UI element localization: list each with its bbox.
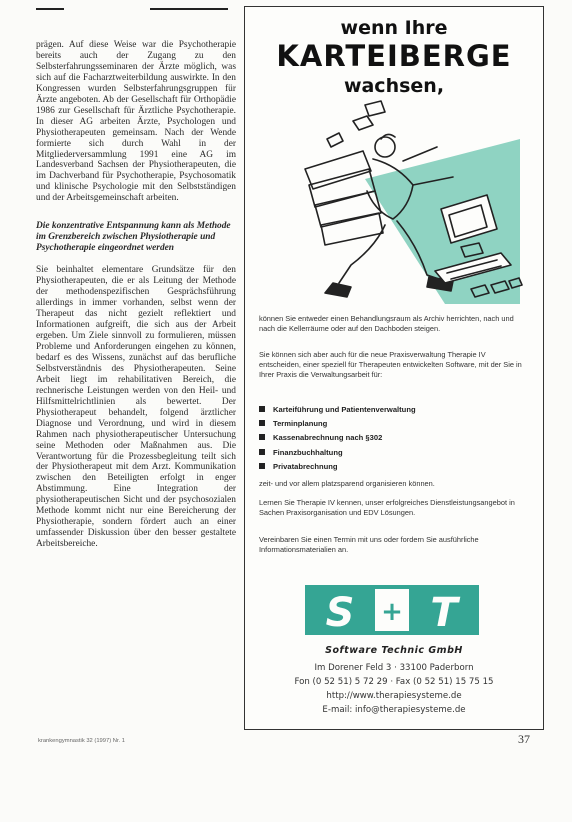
article-subheading: Die konzentrative Entspannung kann als Methode im Grenzbereich zwischen Physiotherapie und Psychotherapie eingeordnet werden xyxy=(36,221,231,254)
company-website: http://www.therapiesysteme.de xyxy=(326,691,462,701)
top-rule-right xyxy=(150,8,228,10)
feature-item: Karteiführung und Patientenverwaltung xyxy=(259,403,529,417)
feature-list xyxy=(259,403,529,474)
square-bullet-icon xyxy=(259,406,265,412)
square-bullet-icon xyxy=(259,420,265,426)
logo-letter-s: S xyxy=(325,590,355,635)
logo-letter-t: T xyxy=(430,590,458,635)
square-bullet-icon xyxy=(259,463,265,469)
footer-source: krankengymnastik 32 (1997) Nr. 1 xyxy=(38,738,125,744)
feature-item: Privatabrechnung xyxy=(259,460,529,474)
page-number: 37 xyxy=(518,732,530,746)
ad-headline-line2: KARTEIBERGE xyxy=(276,39,512,73)
logo-plus: + xyxy=(381,597,403,627)
software-technic-logo xyxy=(305,585,479,635)
feature-item: Kassenabrechnung nach §302 xyxy=(259,431,529,445)
man-carrying-files-illustration xyxy=(265,99,525,304)
advertisement xyxy=(244,6,544,730)
company-email: E-mail: info@therapiesysteme.de xyxy=(322,705,466,715)
ad-headline-line3: wachsen, xyxy=(343,75,445,97)
company-name: Software Technic GmbH xyxy=(325,645,463,656)
ad-intro-text: können Sie entweder einen Behandlungsraum als Archiv herrichten, nach und nach die Kellerräume oder auf den Dachboden steigen. xyxy=(259,314,514,334)
article-paragraph: prägen. Auf diese Weise war die Psychotherapie bereits auch der Zugang zu den Selbsterfahrungsseminaren der Ärzte möglich, was sich auf die Facharztweiterbildung auswirkte. In den Kongressen wurden Selbsterfahrungsgruppen für Ärzte angeboten. Ab der Gesellschaft für Orthopädie 1986 zur Gesellschaft für Ärztliche Psychotherapie. In dieser AG arbeiten Ärzte, Psychologen und Physiotherapeuten gemeinsam. Nach der Wende formierte sich durch Wahl in der Mitgliederversammlung 1991 eine AG im Landesverband Sachsen der Physiotherapeuten, die im Dachverband für Psychotherapie, Psychosomatik und klinische Psychologie mit den Selbstständigen und der Arbeitsgemeinschaft arbeiten. xyxy=(36,40,236,204)
feature-item: Finanzbuchhaltung xyxy=(259,446,529,460)
company-phone: Fon (0 52 51) 5 72 29 · Fax (0 52 51) 15 75 15 xyxy=(294,677,494,687)
ad-offer-text: Lernen Sie Therapie IV kennen, unser erfolgreiches Dienstleistungsangebot in Sachen Praxisorganisation und EDV Lösungen. xyxy=(259,498,515,518)
ad-closing-text: zeit- und vor allem platzsparend organisieren können. xyxy=(259,479,435,488)
square-bullet-icon xyxy=(259,434,265,440)
ad-description-text: Sie können sich aber auch für die neue Praxisverwaltung Therapie IV entscheiden, einer speziell für Therapeuten entwickelten Software, mit der Sie in Ihrer Praxis die Verwaltungsarbeit für: xyxy=(259,350,522,380)
ad-headline-line1: wenn Ihre xyxy=(340,17,448,39)
article-column xyxy=(36,40,236,800)
square-bullet-icon xyxy=(259,449,265,455)
ad-contact-text: Vereinbaren Sie einen Termin mit uns oder fordern Sie ausführliche Informationsmaterialien an. xyxy=(259,535,479,555)
company-address: Im Dorener Feld 3 · 33100 Paderborn xyxy=(314,663,474,673)
top-rule-left xyxy=(36,8,64,10)
feature-item: Terminplanung xyxy=(259,417,529,431)
article-paragraph: Sie beinhaltet elementare Grundsätze für den Physiotherapeuten, die er als Leitung der Methode der methodenspezifischen Gesprächsführung allerdings in immer vorhanden, selbst wenn der Therapeut das nicht gezielt reflektiert und Informationen aufgreift, die sich aus der Arbeit ergeben. Um Ziele sinnvoll zu formulieren, müssen Probleme und Anforderungen eingehen zu können, bedarf es des Wissens, zunächst auf das berufliche Selbstverständnis des Physiotherapeuten. Seine Arbeit liegt im rehabilitativen Bereich, die rechnerische Leistungen werden von den Heil- und Hilfsmittelrichtlinien als bewertet. Der Physiotherapeut behandelt, folgend ärztlicher Diagnose und Verordnung, und wird in diesem Rahmen nach physiotherapeutischer Untersuchung seine Methoden oder Maßnahmen aus. Die Verantwortung für die Prozessbegleitung teilt sich der Physiotherapeut mit dem Arzt. Kommunikation zwischen den Beteiligten erfolgt in enger Abstimmung. Eine Integration der physiotherapeutischen Sicht und der psychosozialen Methode kommt nicht nur eine Bereicherung der Physiotherapie, sondern fördert auch an einer umfassender Diskussion über den besser gestaltete Arbeitsbereiche. xyxy=(36,265,236,550)
